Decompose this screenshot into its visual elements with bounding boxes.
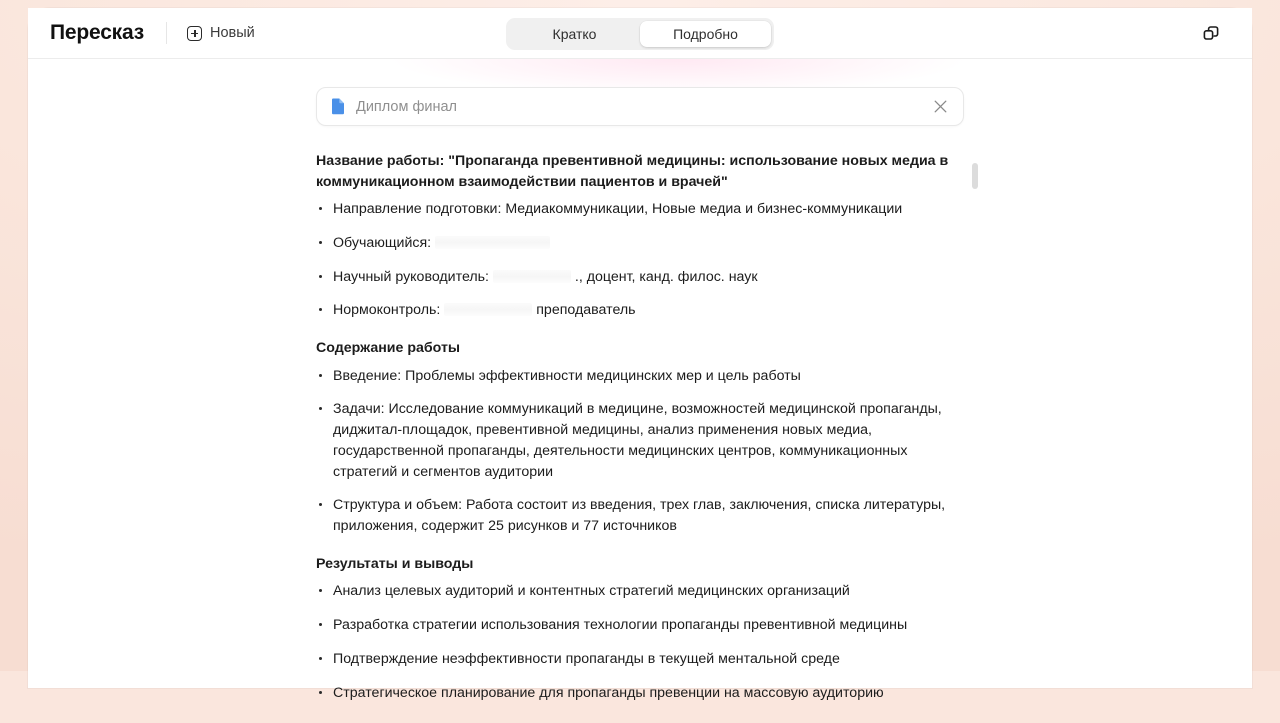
copy-icon — [1203, 25, 1220, 42]
section-heading-results: Результаты и выводы — [316, 555, 474, 572]
list-item-student-label: Обучающийся: — [333, 234, 432, 251]
list-item: Разработка стратегии использования технологии пропаганды превентивной медицины — [316, 615, 964, 636]
header-divider — [166, 22, 167, 44]
list-item: Введение: Проблемы эффективности медицинских мер и цель работы — [316, 366, 964, 387]
copy-button[interactable] — [1198, 20, 1224, 46]
redacted-student-name — [435, 236, 550, 249]
list-item: Подтверждение неэффективности пропаганды в текущей ментальной среде — [316, 649, 964, 670]
document-icon — [331, 98, 345, 115]
document-title: Название работы: "Пропаганда превентивной медицины: использование новых медиа в коммуникационном взаимодействии пациентов и врачей" — [316, 153, 949, 190]
mode-segmented-control[interactable] — [506, 18, 774, 50]
list-item-normcontrol — [316, 300, 964, 321]
file-input-field[interactable] — [316, 87, 964, 126]
tab-podrobno[interactable]: Подробно — [640, 21, 771, 47]
redacted-supervisor-name — [493, 270, 571, 283]
file-name-text: Диплом финал — [356, 98, 458, 115]
list-item: Структура и объем: Работа состоит из введения, трех глав, заключения, списка литературы, приложения, содержит 25 рисунков и 77 источников — [316, 495, 964, 536]
list-item-normcontrol-label: Нормоконтроль: — [333, 302, 441, 319]
content-scrollbar-track[interactable] — [972, 163, 978, 723]
list-item: Задачи: Исследование коммуникаций в медицине, возможностей медицинской пропаганды, диджитал-площадок, превентивной медицины, анализ применения новых медиа, государственной пропаганды, деятельности медицинских центров, коммуникационных стратегий и сегментов аудитории — [316, 399, 964, 482]
content-column — [316, 59, 964, 703]
tab-kratko[interactable]: Кратко — [552, 26, 597, 42]
list-item: Стратегическое планирование для пропаганды превенции на массовую аудиторию — [316, 683, 964, 704]
section-heading-structure: Содержание работы — [316, 340, 461, 357]
list-item-supervisor-suffix: ., доцент, канд. филос. наук — [574, 268, 758, 285]
app-brand-title: Пересказ — [50, 21, 144, 44]
list-item-supervisor — [316, 267, 964, 288]
list-item-student — [316, 233, 964, 254]
summary-document — [316, 151, 964, 703]
results-list — [316, 581, 964, 703]
list-item-supervisor-label: Научный руководитель: — [333, 268, 489, 285]
app-header — [28, 8, 1252, 59]
redacted-normcontrol-name — [444, 303, 532, 316]
list-item: Анализ целевых аудиторий и контентных стратегий медицинских организаций — [316, 581, 964, 602]
app-window — [28, 8, 1252, 701]
new-summary-button[interactable] — [187, 25, 255, 41]
list-item-normcontrol-suffix: преподаватель — [536, 302, 636, 319]
list-item-direction: Направление подготовки: Медиакоммуникации, Новые медиа и бизнес-коммуникации — [316, 199, 964, 220]
structure-list — [316, 366, 964, 537]
clear-file-button[interactable] — [930, 97, 950, 117]
close-x-icon — [934, 100, 947, 113]
new-summary-label: Новый — [209, 25, 255, 41]
content-scrollbar-thumb[interactable] — [972, 163, 978, 189]
app-body — [28, 59, 1252, 701]
plus-square-icon — [187, 26, 202, 41]
meta-list — [316, 199, 964, 321]
